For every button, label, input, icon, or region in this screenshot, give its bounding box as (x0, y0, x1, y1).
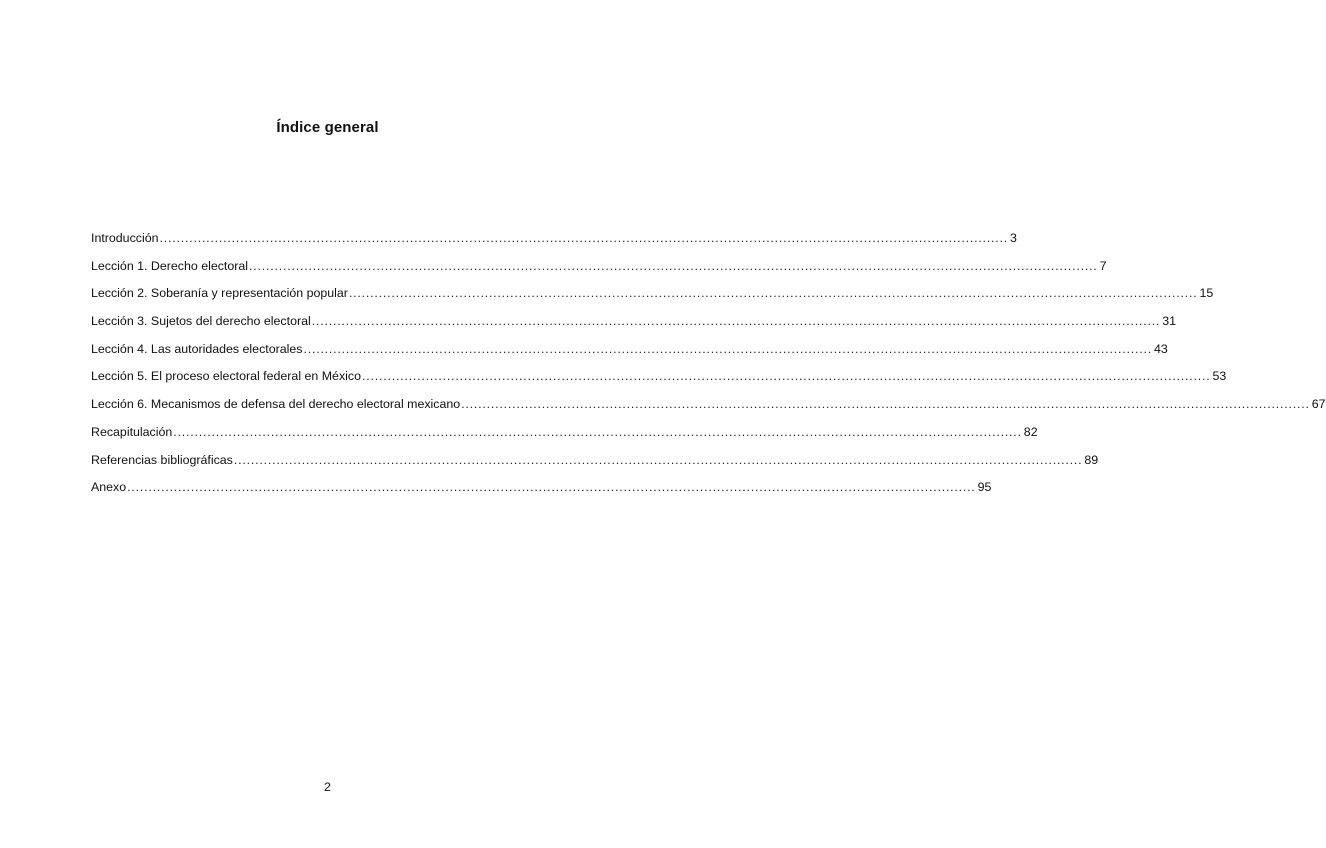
toc-leader-dots: ........................................................................................................................................................................................................ (249, 258, 1098, 273)
toc-leader-dots: ........................................................................................................................................................................................................ (127, 480, 976, 495)
toc-leader-dots: ........................................................................................................................................................................................................ (173, 424, 1022, 439)
toc-leader-dots: ........................................................................................................................................................................................................ (461, 397, 1310, 412)
toc-entry (91, 284, 1214, 312)
toc-entry-page: 43 (1153, 341, 1168, 356)
toc-entry (91, 367, 1227, 395)
table-of-contents (91, 229, 1326, 506)
toc-entry-page: 3 (1010, 231, 1017, 245)
toc-entry-page: 67 (1311, 397, 1326, 412)
toc-entry-page: 7 (1099, 258, 1107, 273)
toc-entry (91, 478, 992, 506)
toc-entry-label: Lección 6. Mecanismos de defensa del derecho electoral mexicano (91, 397, 461, 412)
toc-leader-dots: ........................................................................................................................................................................................................ (303, 341, 1152, 356)
toc-entry-label: Recapitulación (91, 424, 173, 439)
toc-leader-dots: ........................................................................................................................................................................................................ (233, 452, 1083, 467)
page-title: Índice general (276, 119, 379, 136)
toc-entry-label: Lección 3. Sujetos del derecho electoral (91, 314, 311, 329)
toc-entry (91, 340, 1168, 368)
toc-entry (91, 451, 1099, 479)
toc-entry (91, 423, 1038, 451)
toc-leader-dots: ........................................................................................................................................................................................................ (159, 231, 1009, 245)
toc-entry (91, 229, 1017, 257)
toc-entry-page: 95 (977, 480, 992, 495)
toc-leader-dots: ........................................................................................................................................................................................................ (311, 314, 1161, 329)
toc-entry (91, 257, 1107, 285)
toc-entry-label: Referencias bibliográficas (91, 452, 233, 467)
toc-leader-dots: ........................................................................................................................................................................................................ (362, 369, 1211, 384)
toc-entry-label: Lección 4. Las autoridades electorales (91, 341, 303, 356)
toc-entry-page: 53 (1212, 369, 1227, 384)
toc-entry-label: Anexo (91, 480, 127, 495)
toc-entry-page: 82 (1023, 424, 1038, 439)
toc-entry-page: 31 (1162, 314, 1177, 329)
toc-entry-label: Lección 5. El proceso electoral federal en México (91, 369, 361, 384)
toc-entry-label: Lección 2. Soberanía y representación popular (91, 286, 348, 301)
toc-entry-page: 15 (1199, 286, 1214, 301)
page-number: 2 (324, 780, 331, 794)
toc-leader-dots: ........................................................................................................................................................................................................ (348, 286, 1198, 301)
toc-entry-page: 89 (1084, 452, 1099, 467)
toc-entry (91, 395, 1326, 423)
toc-entry-label: Introducción (91, 231, 159, 245)
toc-entry-label: Lección 1. Derecho electoral (91, 258, 249, 273)
toc-entry (91, 312, 1177, 340)
